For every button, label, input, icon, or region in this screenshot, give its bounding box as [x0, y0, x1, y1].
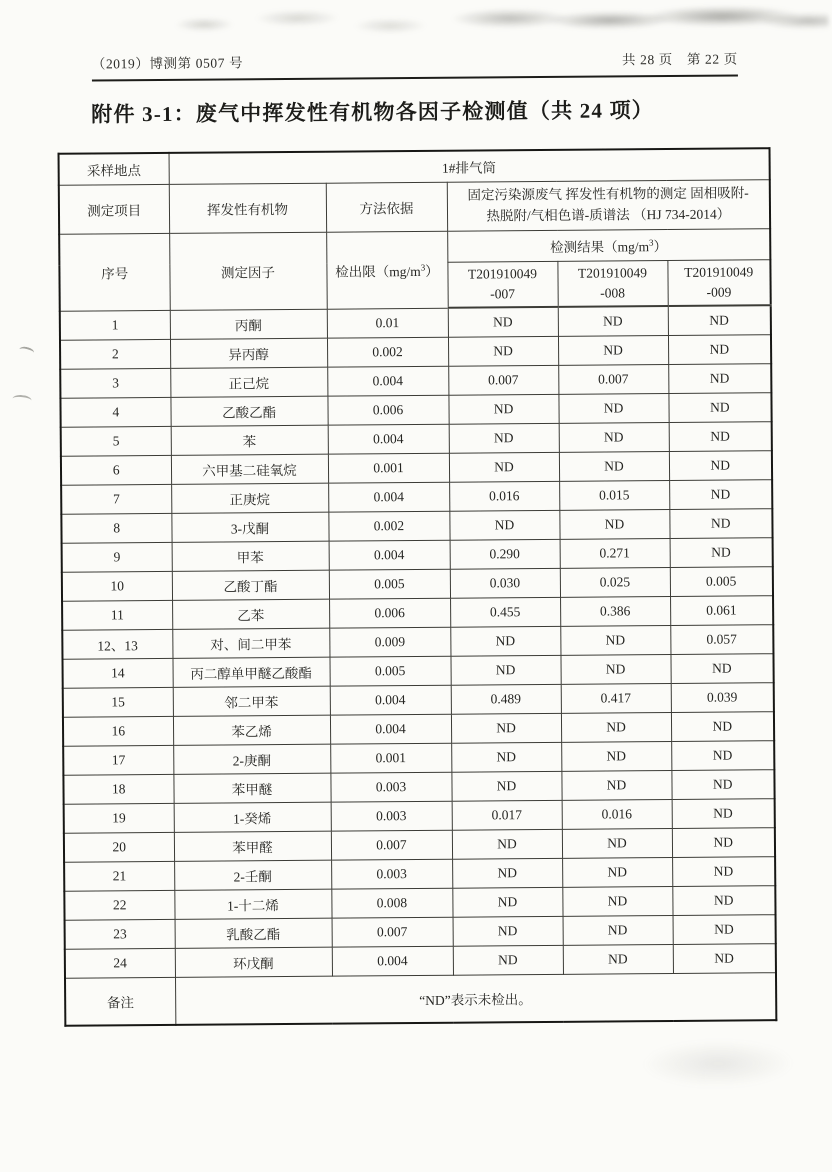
row-result-009: ND [672, 799, 775, 829]
row-factor: 乙酸丁酯 [172, 570, 329, 600]
row-no: 19 [64, 803, 174, 833]
method-label: 方法依据 [326, 182, 447, 232]
row-detection-limit: 0.003 [331, 859, 452, 889]
row-factor: 正己烷 [170, 367, 327, 397]
row-result-009: ND [668, 393, 771, 423]
row-result-009: ND [669, 509, 772, 539]
row-result-009: ND [673, 915, 776, 945]
row-result-007: ND [451, 742, 561, 772]
row-factor: 丙二醇单甲醚乙酸酯 [172, 657, 329, 687]
row-result-007: 0.290 [450, 539, 560, 569]
row-detection-limit: 0.004 [329, 540, 450, 570]
row-result-008: ND [558, 394, 668, 424]
sampling-site-value: 1#排气筒 [169, 148, 770, 184]
row-factor: 苯甲醛 [174, 831, 331, 861]
row-result-009: ND [668, 335, 771, 365]
row-result-007: ND [452, 858, 562, 888]
results-body [60, 305, 776, 978]
column-header-limit: 检出限$(mg/m^3)$ [326, 231, 448, 308]
row-factor: 苯乙烯 [173, 715, 330, 745]
row-result-008: 0.007 [558, 365, 668, 395]
row-result-009: ND [669, 480, 772, 510]
row-no: 3 [60, 368, 170, 398]
row-result-008: ND [558, 306, 668, 336]
row-detection-limit: 0.008 [331, 888, 452, 918]
item-label: 测定项目 [59, 184, 169, 234]
row-detection-limit: 0.009 [329, 627, 450, 657]
row-result-008: ND [560, 626, 670, 656]
doc-number: （2019）博测第 0507 号 [91, 55, 244, 72]
row-result-007: ND [449, 510, 559, 540]
row-detection-limit: 0.001 [330, 743, 451, 773]
row-no: 5 [61, 426, 171, 456]
row-no: 23 [65, 919, 175, 949]
row-result-008: 0.016 [562, 800, 672, 830]
row-result-008: ND [561, 742, 671, 772]
row-no: 11 [62, 600, 172, 630]
page-title: 附件 3-1：废气中挥发性有机物各因子检测值（共 24 项） [91, 98, 655, 127]
row-factor: 甲苯 [172, 541, 329, 571]
row-no: 6 [61, 455, 171, 485]
row-factor: 苯甲醚 [173, 773, 330, 803]
row-result-008: ND [562, 829, 672, 859]
row-result-008: ND [559, 452, 669, 482]
row-no: 18 [63, 774, 173, 804]
row-detection-limit: 0.003 [330, 772, 451, 802]
row-result-009: 0.005 [670, 567, 773, 597]
row-no: 7 [61, 484, 171, 514]
note-value: “ND”表示未检出。 [175, 973, 776, 1025]
row-result-007: ND [453, 945, 563, 975]
row-no: 10 [62, 571, 172, 601]
row-no: 20 [64, 832, 174, 862]
sample-id-3: T201910049 -009 [667, 260, 770, 306]
table-header-block [59, 148, 771, 311]
item-value: 挥发性有机物 [169, 183, 326, 233]
document-header [92, 47, 738, 81]
row-result-008: ND [563, 915, 673, 945]
row-result-007: ND [451, 771, 561, 801]
row-no: 12、13 [62, 629, 172, 659]
note-label: 备注 [65, 977, 175, 1025]
row-no: 16 [63, 716, 173, 746]
method-row [59, 180, 770, 235]
row-result-007: ND [452, 829, 562, 859]
table-footer-block [65, 973, 776, 1026]
note-row [65, 973, 776, 1026]
scan-smudge-bottom [602, 1027, 813, 1109]
row-factor: 乳酸乙酯 [175, 918, 332, 948]
sampling-site-label: 采样地点 [59, 153, 169, 185]
row-detection-limit: 0.004 [330, 714, 451, 744]
column-header-factor: 测定因子 [169, 232, 327, 310]
sample-id-2: T201910049 -008 [557, 261, 667, 307]
row-no: 15 [63, 687, 173, 717]
row-detection-limit: 0.01 [327, 308, 448, 338]
row-result-009: ND [670, 654, 773, 684]
row-no: 24 [65, 948, 175, 978]
row-detection-limit: 0.004 [328, 424, 449, 454]
row-detection-limit: 0.001 [328, 453, 449, 483]
row-result-009: ND [673, 944, 776, 974]
row-no: 1 [60, 310, 170, 340]
row-result-007: ND [452, 887, 562, 917]
row-result-009: ND [669, 422, 772, 452]
result-unit-superscript: 3 [648, 237, 654, 248]
row-factor: 1-十二烯 [174, 889, 331, 919]
row-factor: 2-庚酮 [173, 744, 330, 774]
row-result-009: ND [672, 828, 775, 858]
row-result-007: ND [450, 655, 560, 685]
row-result-008: ND [559, 423, 669, 453]
row-result-008: ND [562, 858, 672, 888]
row-detection-limit: 0.004 [328, 482, 449, 512]
page-number: 共 28 页 第 22 页 [621, 51, 738, 68]
row-result-009: ND [672, 886, 775, 916]
row-result-009: ND [668, 305, 771, 335]
row-result-007: ND [448, 336, 558, 366]
row-factor: 乙苯 [172, 599, 329, 629]
row-result-008: ND [558, 336, 668, 366]
sample-id-1: T201910049 -007 [447, 261, 557, 307]
row-result-008: 0.417 [561, 684, 671, 714]
row-result-007: 0.455 [450, 597, 560, 627]
row-result-007: ND [448, 394, 558, 424]
row-no: 21 [64, 861, 174, 891]
row-result-008: ND [563, 944, 673, 974]
row-detection-limit: 0.003 [331, 801, 452, 831]
row-detection-limit: 0.002 [328, 511, 449, 541]
row-detection-limit: 0.007 [331, 830, 452, 860]
row-result-007: 0.017 [452, 800, 562, 830]
row-result-009: 0.061 [670, 596, 773, 626]
row-result-007: 0.007 [448, 365, 558, 395]
row-result-009: ND [672, 857, 775, 887]
row-detection-limit: 0.006 [329, 598, 450, 628]
row-no: 14 [62, 658, 172, 688]
report-table [58, 147, 778, 1027]
method-value-line1: 固定污染源废气 挥发性有机物的测定 固相吸附- [467, 185, 749, 203]
row-result-007: ND [449, 452, 559, 482]
row-factor: 六甲基二硅氧烷 [171, 454, 328, 484]
row-no: 9 [62, 542, 172, 572]
row-result-007: ND [450, 626, 560, 656]
row-no: 4 [60, 397, 170, 427]
row-detection-limit: 0.007 [332, 917, 453, 947]
row-result-007: ND [448, 307, 558, 337]
row-result-009: ND [670, 538, 773, 568]
row-result-009: ND [668, 364, 771, 394]
row-result-007: 0.489 [451, 684, 561, 714]
row-result-007: ND [451, 713, 561, 743]
row-factor: 1-癸烯 [174, 802, 331, 832]
pencil-mark [12, 394, 32, 405]
row-result-008: ND [561, 713, 671, 743]
row-result-008: ND [562, 887, 672, 917]
row-result-008: 0.271 [560, 539, 670, 569]
row-factor: 异丙醇 [170, 338, 327, 368]
row-result-009: 0.039 [671, 683, 774, 713]
row-factor: 对、间二甲苯 [172, 628, 329, 658]
row-no: 17 [63, 745, 173, 775]
limit-unit-superscript: 3 [420, 262, 426, 273]
row-result-007: 0.030 [450, 568, 560, 598]
row-result-007: 0.016 [449, 481, 559, 511]
row-factor: 苯 [171, 425, 328, 455]
row-no: 2 [60, 339, 170, 369]
result-header: 检测结果$(mg/m^3)$ [447, 229, 770, 263]
row-result-008: ND [559, 510, 669, 540]
row-no: 8 [61, 513, 171, 543]
row-factor: 丙酮 [170, 309, 327, 340]
row-detection-limit: 0.005 [329, 569, 450, 599]
row-factor: 3-戊酮 [171, 512, 328, 542]
row-detection-limit: 0.004 [327, 366, 448, 396]
row-result-009: 0.057 [670, 625, 773, 655]
row-detection-limit: 0.002 [327, 337, 448, 367]
method-value-line2: 热脱附/气相色谱-质谱法 （HJ 734-2014） [486, 206, 731, 224]
row-result-007: ND [453, 916, 563, 946]
row-result-007: ND [449, 423, 559, 453]
row-result-008: 0.386 [560, 597, 670, 627]
row-result-009: ND [671, 770, 774, 800]
row-detection-limit: 0.005 [329, 656, 450, 686]
row-result-009: ND [669, 451, 772, 481]
row-result-008: 0.015 [559, 481, 669, 511]
scan-smudge-top [164, 0, 828, 42]
row-detection-limit: 0.006 [327, 395, 448, 425]
row-factor: 正庚烷 [171, 483, 328, 513]
row-factor: 邻二甲苯 [173, 686, 330, 716]
row-result-009: ND [671, 741, 774, 771]
row-detection-limit: 0.004 [330, 685, 451, 715]
row-factor: 环戊酮 [175, 947, 332, 977]
row-result-008: ND [560, 655, 670, 685]
row-detection-limit: 0.004 [332, 946, 453, 976]
pencil-mark [18, 345, 34, 356]
row-result-008: 0.025 [560, 568, 670, 598]
column-header-no: 序号 [59, 233, 170, 310]
method-value [447, 180, 770, 232]
row-factor: 2-壬酮 [174, 860, 331, 890]
row-result-008: ND [561, 771, 671, 801]
row-factor: 乙酸乙酯 [170, 396, 327, 426]
row-no: 22 [64, 890, 174, 920]
row-result-009: ND [671, 712, 774, 742]
